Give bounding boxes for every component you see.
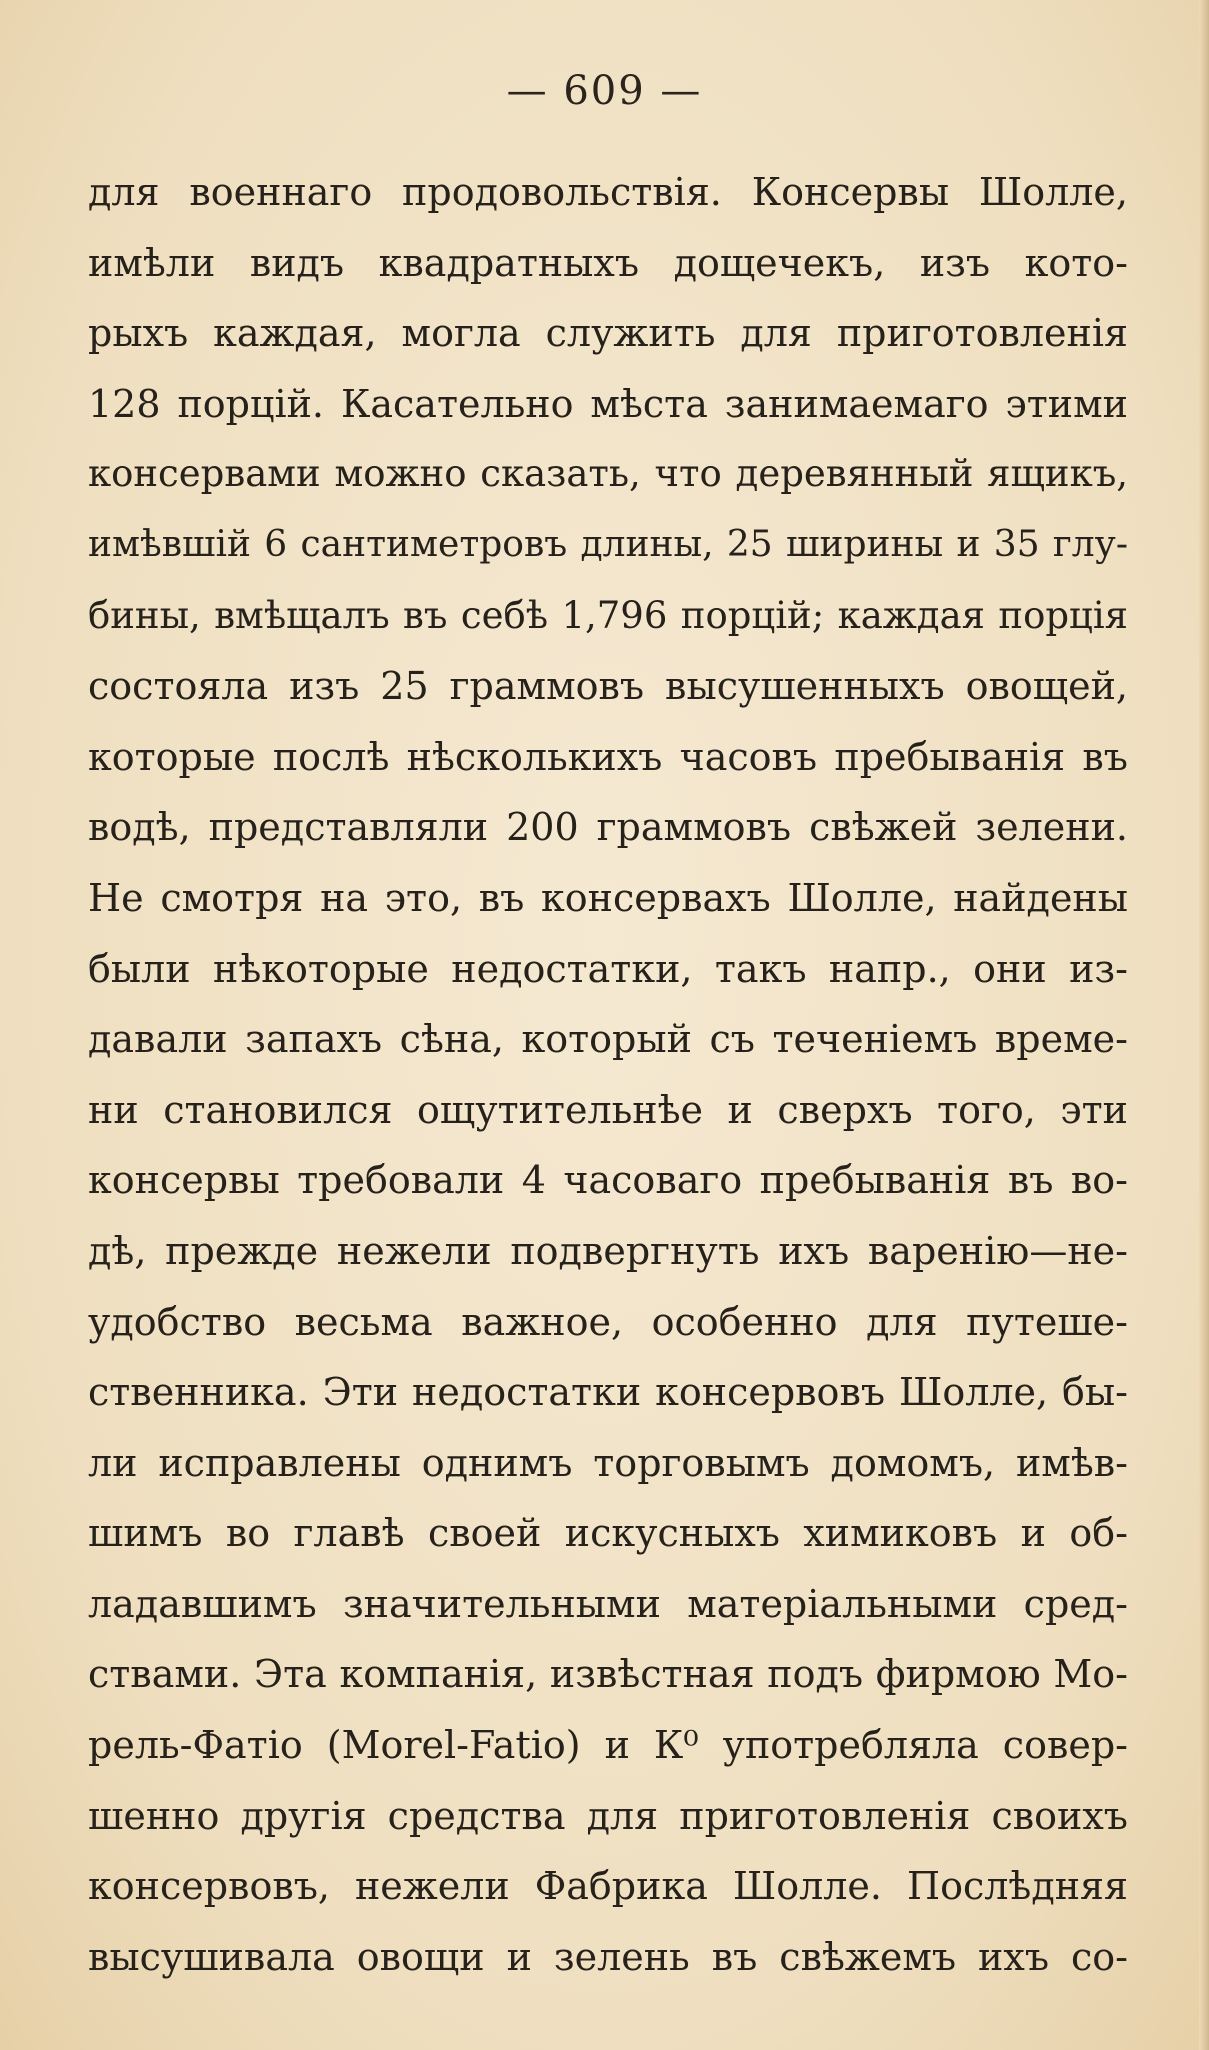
text-line: давали запахъ сѣна, который съ теченіемъ време-	[88, 1017, 1128, 1062]
body-text	[88, 157, 1128, 1992]
text-line: консервовъ, нежели Фабрика Шолле. Послѣдняя	[88, 1864, 1128, 1909]
text-line: ствами. Эта компанія, извѣстная подъ фирмою Мо-	[88, 1652, 1128, 1697]
page-number: — 609 —	[506, 68, 703, 114]
text-line: водѣ, представляли 200 граммовъ свѣжей зелени.	[88, 805, 1128, 850]
text-line: имѣвшій 6 сантиметровъ длины, 25 ширины и 35 глу-	[88, 523, 1128, 565]
text-line: состояла изъ 25 граммовъ высушенныхъ овощей,	[88, 664, 1128, 709]
text-line: ственника. Эти недостатки консервовъ Шолле, бы-	[88, 1370, 1128, 1415]
text-line: рыхъ каждая, могла служить для приготовленія	[88, 311, 1128, 356]
text-line: Не смотря на это, въ консервахъ Шолле, найдены	[88, 875, 1128, 920]
text-line: удобство весьма важное, особенно для путеше-	[88, 1299, 1128, 1344]
text-line: для военнаго продовольствія. Консервы Шолле,	[88, 170, 1128, 214]
text-line: шенно другія средства для приготовленія своихъ	[88, 1793, 1128, 1838]
text-line: имѣли видъ квадратныхъ дощечекъ, изъ кото-	[88, 240, 1128, 285]
text-line: 128 порцій. Касательно мѣста занимаемаго этими	[88, 381, 1128, 426]
text-line: бины, вмѣщалъ въ себѣ 1,796 порцій; каждая порція	[88, 593, 1128, 637]
text-line: консервами можно сказать, что деревянный ящикъ,	[88, 452, 1128, 496]
text-line: ли исправлены однимъ торговымъ домомъ, имѣв-	[88, 1440, 1128, 1485]
text-line: ни становился ощутительнѣе и сверхъ того, эти	[88, 1087, 1128, 1132]
text-line: были нѣкоторые недостатки, такъ напр., они из-	[88, 946, 1128, 991]
text-line: высушивала овощи и зелень въ свѣжемъ ихъ со-	[88, 1934, 1128, 1979]
text-line: ладавшимъ значительными матеріальными сред-	[88, 1581, 1128, 1626]
text-line: которые послѣ нѣсколькихъ часовъ пребыванія въ	[88, 734, 1128, 779]
text-line: шимъ во главѣ своей искусныхъ химиковъ и об-	[88, 1511, 1128, 1556]
text-line: дѣ, прежде нежели подвергнуть ихъ варенію—не-	[88, 1228, 1128, 1273]
page-edge	[1199, 0, 1209, 2050]
text-line: рель-Фатіо (Morel-Fatio) и К⁰ употребляла совер-	[88, 1723, 1128, 1768]
text-line: консервы требовали 4 часоваго пребыванія въ во-	[88, 1158, 1128, 1203]
